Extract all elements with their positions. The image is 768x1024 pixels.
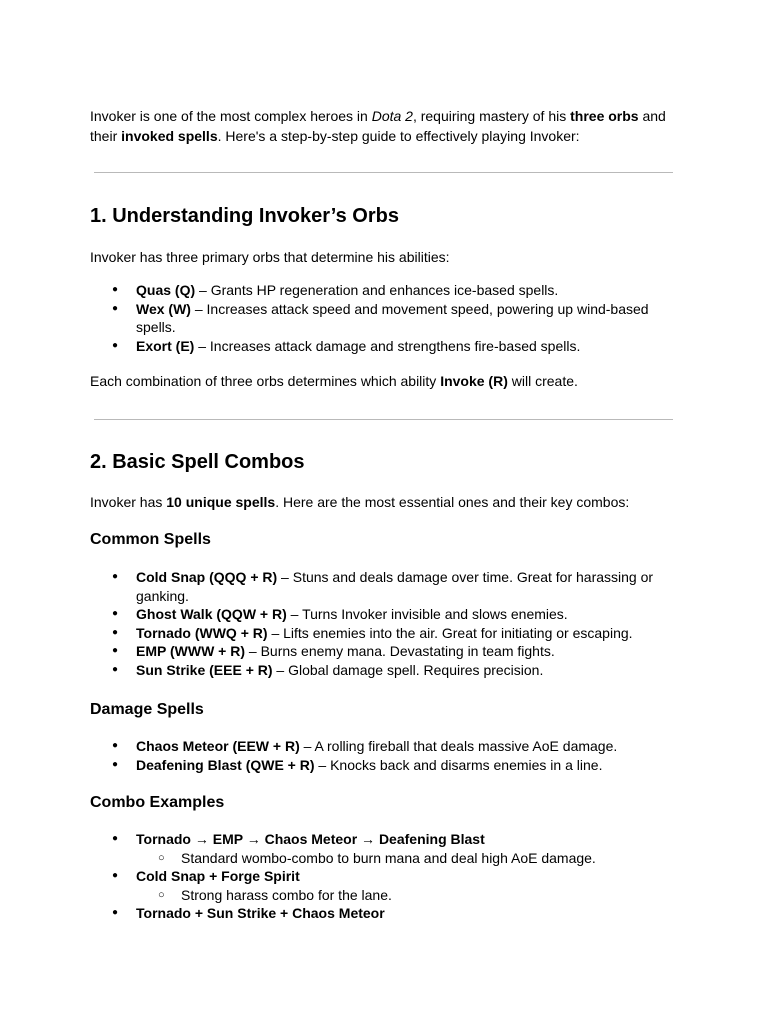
- list-item: [90, 337, 678, 356]
- list-item: [90, 867, 678, 904]
- list-item: [90, 642, 678, 661]
- orb-name: Wex (W): [136, 300, 191, 317]
- damage-spells-list: [90, 737, 678, 774]
- list-item: [90, 300, 678, 337]
- list-item: [90, 904, 678, 923]
- combo-name: Tornado + Sun Strike + Chaos Meteor: [136, 905, 385, 922]
- combo-name: Tornado → EMP → Chaos Meteor → Deafening Blast: [136, 831, 485, 847]
- orb-desc: – Increases attack speed and movement speed, powering up wind-based spells.: [136, 300, 649, 336]
- intro-text: . Here's a step-by-step guide to effectively playing Invoker:: [217, 128, 580, 144]
- outro-bold: Invoke (R): [440, 373, 508, 389]
- lead-bold: 10 unique spells: [166, 494, 276, 510]
- list-item: [90, 661, 678, 680]
- section-divider: [94, 172, 673, 173]
- list-item: [90, 605, 678, 624]
- spell-name: Tornado (WWQ + R): [136, 624, 268, 641]
- outro-text: will create.: [507, 373, 578, 389]
- list-item: [90, 830, 678, 867]
- list-item: [90, 756, 678, 775]
- spell-name: Ghost Walk (QQW + R): [136, 606, 287, 623]
- combo-name: Cold Snap + Forge Spirit: [136, 868, 300, 885]
- spell-desc: – Knocks back and disarms enemies in a line.: [314, 756, 603, 773]
- orb-desc: – Grants HP regeneration and enhances ice-based spells.: [195, 282, 559, 298]
- orb-name: Quas (Q): [136, 282, 196, 298]
- list-item: [90, 624, 678, 643]
- intro-bold: three orbs: [570, 108, 639, 124]
- intro-paragraph: [90, 106, 670, 146]
- orbs-list: [90, 281, 678, 355]
- section1-outro: [90, 371, 678, 391]
- combo-examples-list: [90, 830, 678, 923]
- combo-examples-heading: Combo Examples: [90, 794, 225, 811]
- combo-sublist: [136, 886, 678, 905]
- outro-text: Each combination of three orbs determines which ability: [90, 373, 441, 389]
- game-title: Dota 2: [371, 108, 413, 124]
- spell-desc: – Lifts enemies into the air. Great for initiating or escaping.: [267, 624, 633, 641]
- section1-heading: 1. Understanding Invoker’s Orbs: [90, 205, 399, 227]
- spell-desc: – Stuns and deals damage over time. Great for harassing or ganking.: [136, 569, 654, 604]
- lead-text: Invoker has: [90, 494, 167, 510]
- combo-sublist: [136, 849, 678, 868]
- sub-list-item: ○ Strong harass combo for the lane.: [136, 886, 678, 905]
- intro-text: , requiring mastery of his: [412, 108, 571, 124]
- intro-text: Invoker is one of the most complex heroes in: [90, 108, 372, 124]
- list-item: [90, 281, 678, 300]
- orb-desc: – Increases attack damage and strengthens fire-based spells.: [194, 337, 581, 354]
- common-spells-heading: Common Spells: [90, 531, 211, 548]
- sub-list-item: ○ Standard wombo-combo to burn mana and deal high AoE damage.: [136, 849, 678, 868]
- spell-name: EMP (WWW + R): [136, 643, 246, 660]
- spell-name: Deafening Blast (QWE + R): [136, 756, 315, 773]
- list-item: [90, 737, 678, 756]
- section1-lead: Invoker has three primary orbs that determine his abilities:: [90, 249, 450, 265]
- spell-desc: – Turns Invoker invisible and slows enemies.: [286, 606, 568, 623]
- spell-name: Cold Snap (QQQ + R): [136, 569, 278, 585]
- intro-text: and their: [90, 108, 666, 144]
- section2-heading: 2. Basic Spell Combos: [90, 451, 305, 473]
- list-item: [90, 568, 678, 605]
- spell-name: Sun Strike (EEE + R): [136, 661, 273, 678]
- spell-desc: – Burns enemy mana. Devastating in team fights.: [245, 643, 555, 660]
- intro-bold: invoked spells: [121, 128, 218, 144]
- spell-desc: – Global damage spell. Requires precision.: [272, 661, 544, 678]
- spell-name: Chaos Meteor (EEW + R): [136, 738, 300, 754]
- section-divider: [94, 419, 673, 420]
- common-spells-list: [90, 568, 678, 680]
- orb-name: Exort (E): [136, 337, 195, 354]
- section2-lead: [90, 492, 678, 512]
- spell-desc: – A rolling fireball that deals massive AoE damage.: [299, 738, 618, 754]
- damage-spells-heading: Damage Spells: [90, 701, 204, 718]
- lead-text: . Here are the most essential ones and their key combos:: [275, 494, 630, 510]
